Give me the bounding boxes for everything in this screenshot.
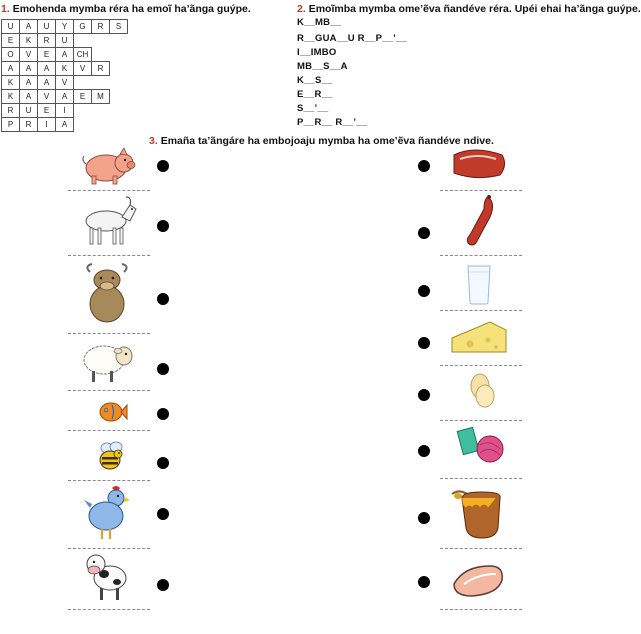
grid-cell: [92, 34, 110, 48]
match-dot-left[interactable]: [157, 160, 169, 172]
grid-cell: A: [38, 76, 56, 90]
scrambled-word: S__’__: [297, 103, 329, 114]
section3-number: 3.: [149, 135, 158, 147]
letter-grid: [1, 19, 128, 132]
grid-cell: V: [38, 90, 56, 104]
grid-cell: K: [56, 62, 74, 76]
scrambled-word: E__R__: [297, 89, 333, 100]
grid-row: [2, 90, 128, 104]
grid-cell: R: [92, 62, 110, 76]
match-dot-right[interactable]: [418, 160, 430, 172]
scrambled-word: K__S__: [297, 75, 333, 86]
separator: [68, 390, 150, 391]
bee-icon: [96, 440, 126, 472]
grid-cell: [74, 104, 92, 118]
grid-cell: A: [20, 90, 38, 104]
section1-title: [1, 3, 251, 15]
separator: [68, 480, 150, 481]
grid-cell: R: [20, 118, 38, 132]
scrambled-word: K__MB__: [297, 17, 342, 28]
grid-cell: A: [56, 90, 74, 104]
grid-cell: [110, 118, 128, 132]
egg-icon: [466, 370, 498, 410]
grid-cell: P: [2, 118, 20, 132]
match-dot-left[interactable]: [157, 293, 169, 305]
grid-row: [2, 118, 128, 132]
scrambled-word: MB__S__A: [297, 61, 348, 72]
grid-cell: K: [2, 90, 20, 104]
separator: [440, 310, 522, 311]
wool-icon: [458, 425, 504, 467]
grid-cell: K: [2, 76, 20, 90]
match-dot-left[interactable]: [157, 508, 169, 520]
grid-cell: M: [92, 90, 110, 104]
honey-icon: [450, 484, 502, 540]
grid-row: [2, 34, 128, 48]
grid-cell: [110, 62, 128, 76]
grid-cell: V: [74, 62, 92, 76]
grid-cell: CH: [74, 48, 92, 62]
grid-cell: A: [20, 76, 38, 90]
goat-icon: [80, 195, 140, 247]
match-dot-right[interactable]: [418, 389, 430, 401]
grid-row: [2, 48, 128, 62]
grid-row: [2, 62, 128, 76]
separator: [440, 478, 522, 479]
sheep-icon: [80, 340, 136, 384]
grid-cell: A: [56, 48, 74, 62]
grid-cell: E: [2, 34, 20, 48]
grid-cell: U: [38, 20, 56, 34]
grid-cell: I: [38, 118, 56, 132]
match-dot-right[interactable]: [418, 445, 430, 457]
meat-icon: [450, 145, 508, 181]
grid-cell: [92, 104, 110, 118]
grid-cell: [110, 34, 128, 48]
match-dot-left[interactable]: [157, 579, 169, 591]
scrambled-word: R__GUA__U R__P__’__: [297, 33, 407, 44]
separator: [68, 255, 150, 256]
grid-cell: [110, 90, 128, 104]
match-dot-right[interactable]: [418, 285, 430, 297]
fish-icon: [96, 398, 128, 426]
match-dot-right[interactable]: [418, 227, 430, 239]
grid-cell: [74, 76, 92, 90]
grid-cell: V: [56, 76, 74, 90]
section3-title: [149, 135, 494, 147]
grid-cell: [92, 48, 110, 62]
separator: [68, 609, 150, 610]
milk-icon: [466, 262, 492, 306]
cheese-icon: [450, 320, 508, 356]
grid-cell: [74, 34, 92, 48]
section3-text: Emaña ta’ãngáre ha embojoaju mymba ha ome’ẽva ñandéve ndive.: [160, 135, 494, 147]
match-dot-right[interactable]: [418, 576, 430, 588]
separator: [68, 548, 150, 549]
separator: [440, 420, 522, 421]
grid-cell: Y: [56, 20, 74, 34]
grid-cell: R: [92, 20, 110, 34]
grid-cell: E: [38, 48, 56, 62]
grid-cell: [110, 76, 128, 90]
separator: [440, 190, 522, 191]
grid-cell: K: [20, 34, 38, 48]
grid-cell: I: [56, 104, 74, 118]
separator: [440, 609, 522, 610]
section1-text: Emohenda mymba réra ha emoĩ ha’ãnga guýpe.: [12, 3, 251, 15]
sausage-icon: [458, 193, 498, 249]
grid-row: [2, 20, 128, 34]
section2-text: Emoĩmba mymba ome’ẽva ñandéve réra. Upéi ehai ha’ãnga guýpe.: [308, 3, 641, 15]
grid-cell: V: [20, 48, 38, 62]
grid-cell: O: [2, 48, 20, 62]
grid-cell: E: [38, 104, 56, 118]
grid-cell: R: [38, 34, 56, 48]
separator: [440, 255, 522, 256]
grid-row: [2, 76, 128, 90]
match-dot-left[interactable]: [157, 363, 169, 375]
pig-icon: [80, 146, 136, 186]
grid-cell: A: [20, 62, 38, 76]
grid-cell: R: [2, 104, 20, 118]
match-dot-left[interactable]: [157, 457, 169, 469]
grid-cell: U: [56, 34, 74, 48]
grid-cell: U: [2, 20, 20, 34]
scrambled-word: P__R__ R__’__: [297, 117, 368, 128]
grid-cell: [74, 118, 92, 132]
grid-cell: [110, 48, 128, 62]
grid-cell: G: [74, 20, 92, 34]
section1-number: 1.: [1, 3, 10, 15]
grid-cell: A: [2, 62, 20, 76]
section2-number: 2.: [297, 3, 306, 15]
bull-icon: [84, 262, 130, 326]
grid-cell: [110, 104, 128, 118]
cow-icon: [84, 550, 130, 602]
grid-cell: S: [110, 20, 128, 34]
grid-cell: [92, 76, 110, 90]
grid-cell: A: [56, 118, 74, 132]
grid-cell: A: [20, 20, 38, 34]
separator: [440, 548, 522, 549]
grid-cell: U: [20, 104, 38, 118]
separator: [68, 190, 150, 191]
separator: [68, 430, 150, 431]
fish-fillet-icon: [450, 560, 506, 600]
grid-cell: [92, 118, 110, 132]
match-dot-left[interactable]: [157, 220, 169, 232]
separator: [68, 333, 150, 334]
match-dot-right[interactable]: [418, 512, 430, 524]
scrambled-word: I__IMBO: [297, 47, 337, 58]
hen-icon: [84, 484, 130, 542]
grid-cell: A: [38, 62, 56, 76]
separator: [440, 365, 522, 366]
section2-title: [297, 3, 641, 15]
grid-row: [2, 104, 128, 118]
match-dot-left[interactable]: [157, 408, 169, 420]
match-dot-right[interactable]: [418, 337, 430, 349]
grid-cell: E: [74, 90, 92, 104]
